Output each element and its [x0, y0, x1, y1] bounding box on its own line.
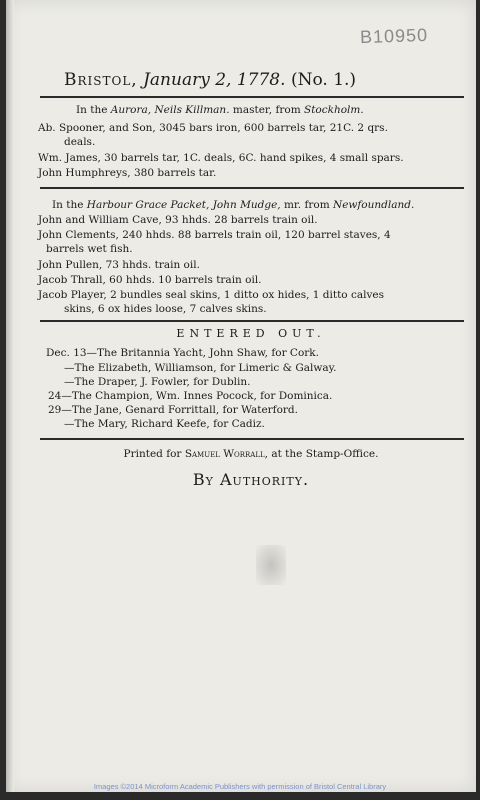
aurora-port: Stockholm.: [304, 104, 364, 116]
aurora-entry-line: John Humphreys, 380 barrels tar.: [38, 167, 217, 179]
entered-out-entry: —The Elizabeth, Williamson, for Limeric & Galway.: [64, 362, 337, 374]
imprint-post: at the Stamp-Office.: [271, 448, 379, 460]
document-page: [6, 0, 476, 792]
aurora-intro-pre: In the: [76, 104, 108, 116]
harbour-grace-intro: [52, 199, 414, 212]
hg-entry-line: John and William Cave, 93 hhds. 28 barrels train oil.: [38, 214, 318, 226]
imprint-pre: Printed for: [123, 448, 182, 460]
aurora-entry-line: Wm. James, 30 barrels tar, 1C. deals, 6C. hand spikes, 4 small spars.: [38, 152, 404, 164]
entered-out-heading: ENTERED OUT.: [176, 327, 326, 340]
hg-master: John Mudge,: [212, 199, 281, 211]
rule-bottom: [40, 438, 464, 440]
entered-out-entry: Dec. 13—The Britannia Yacht, John Shaw, for Cork.: [46, 347, 319, 359]
entered-out-entry: —The Draper, J. Fowler, for Dublin.: [64, 376, 251, 388]
aurora-intro: [76, 104, 364, 117]
entered-out-entry: —The Mary, Richard Keefe, for Cadiz.: [64, 418, 265, 430]
hg-entry-line: Jacob Player, 2 bundles seal skins, 1 ditto ox hides, 1 ditto calves: [38, 289, 385, 301]
hg-entry-line: John Pullen, 73 hhds. train oil.: [38, 259, 200, 271]
aurora-intro-mid: master, from: [232, 104, 301, 116]
rule-section: [40, 320, 464, 322]
page-edge-shadow: [6, 0, 14, 792]
aurora-ship: Aurora,: [110, 104, 152, 116]
rule-section: [40, 187, 464, 189]
ink-smudge: [256, 545, 286, 585]
hg-intro-pre: In the: [52, 199, 84, 211]
image-credit: Images ©2014 Microform Academic Publishers with permission of Bristol Central Library: [93, 782, 387, 791]
hg-entry-line: skins, 6 ox hides loose, 7 calves skins.: [64, 303, 267, 315]
page-title: [64, 70, 464, 90]
hg-entry-line: barrels wet fish.: [46, 243, 133, 255]
aurora-entry-line: Ab. Spooner, and Son, 3045 bars iron, 600 barrels tar, 21C. 2 qrs.: [38, 122, 388, 134]
hg-port: Newfoundland.: [333, 199, 415, 211]
aurora-master: Neils Killman.: [154, 104, 230, 116]
hg-intro-mid: mr. from: [283, 199, 330, 211]
authority-line: By Authority.: [192, 470, 310, 489]
catalog-mark: B10950: [359, 24, 429, 48]
hg-entry-line: Jacob Thrall, 60 hhds. 10 barrels train oil.: [38, 274, 262, 286]
title-place: Bristol,: [64, 70, 138, 90]
title-date: January 2, 1778.: [143, 70, 286, 90]
rule-top: [40, 96, 464, 98]
imprint-line: [38, 448, 464, 460]
aurora-entry-line: deals.: [64, 136, 96, 148]
imprint-name: Samuel Worrall,: [184, 448, 268, 460]
entered-out-entry: 24—The Champion, Wm. Innes Pocock, for Dominica.: [48, 390, 333, 402]
entered-out-entry: 29—The Jane, Genard Forrittall, for Waterford.: [48, 404, 298, 416]
hg-ship: Harbour Grace Packet,: [86, 199, 210, 211]
hg-entry-line: John Clements, 240 hhds. 88 barrels train oil, 120 barrel staves, 4: [38, 229, 391, 241]
title-number: (No. 1.): [290, 70, 357, 90]
